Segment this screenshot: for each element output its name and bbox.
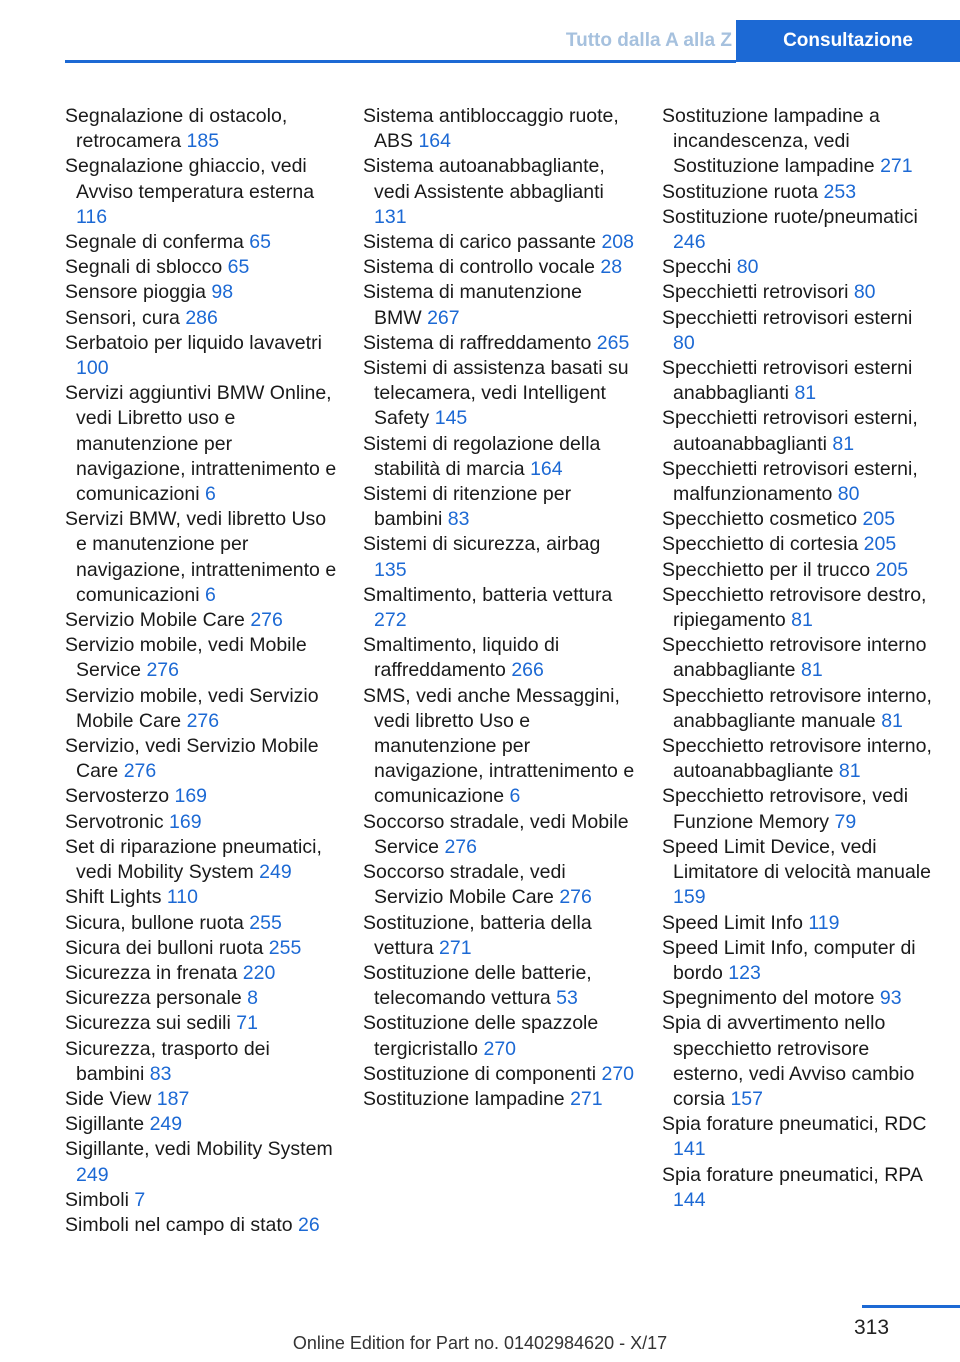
page-reference-link[interactable]: 205 [863,533,897,556]
page-reference-link[interactable]: 98 [211,281,234,304]
index-entry [65,784,337,809]
index-entry [662,684,938,734]
index-entry-text: Sostituzione ruota [662,180,819,203]
page-reference-link[interactable]: 81 [791,609,813,632]
index-entry-text: Sostituzione lampadine [363,1087,565,1110]
page-reference-link[interactable]: 220 [242,961,276,984]
page-reference-link[interactable]: 80 [853,281,876,304]
index-entry-text: Speed Limit Info [662,911,803,934]
index-entry [363,860,635,910]
index-entry [65,835,337,885]
index-entry [65,1011,337,1036]
index-entry-text: Servizi BMW, vedi libretto Uso e manutenzione per navigazione, intrattenimento e comunicazioni [65,508,337,606]
page-reference-link[interactable]: 119 [808,911,840,934]
index-entry-text: Specchietti retrovisori [662,281,849,304]
page-reference-link[interactable]: 265 [596,331,630,354]
index-entry [65,684,337,734]
page-reference-link[interactable]: 185 [186,130,220,153]
page-reference-link[interactable]: 53 [556,987,578,1010]
index-entry-text: Smaltimento, batteria vettura [363,583,613,606]
page-reference-link[interactable]: 276 [250,609,283,632]
index-entry-text: Specchietti retrovisori esterni, autoanabbaglianti [662,407,918,455]
page-reference-link[interactable]: 266 [511,659,544,682]
page-reference-link[interactable]: 159 [673,886,706,909]
page-reference-link[interactable]: 135 [374,558,407,581]
index-entry-text: Sensore pioggia [65,281,206,304]
index-entry-text: Sistemi di regolazione della stabilità di marcia [363,432,601,480]
index-entry-text: Segnalazione ghiaccio, vedi Avviso temperatura esterna [65,155,315,203]
index-column-1 [65,104,337,1238]
page-reference-link[interactable]: 255 [268,936,302,959]
index-entry [662,734,938,784]
index-entry-text: SMS, vedi anche Messaggini, vedi libretto Uso e manutenzione per navigazione, intrattenimento e comunicazione [363,684,635,808]
index-entry-text: Simboli nel campo di stato [65,1213,293,1236]
index-entry-text: Sistemi di sicurezza, airbag [363,533,601,556]
index-entry [65,255,337,280]
index-entry [363,280,635,330]
index-entry [65,331,337,381]
index-entry [662,936,938,986]
index-entry-text: Sensori, cura [65,306,180,329]
page-reference-link[interactable]: 26 [298,1213,320,1236]
page-reference-link[interactable]: 169 [169,810,202,833]
index-entry-text: Specchietto retrovisore, vedi Funzione Memory [662,785,909,833]
index-entry-text: Sistema di carico passante [363,231,597,254]
index-entry-text: Specchietto di cortesia [662,533,859,556]
page-reference-link[interactable]: 205 [862,508,896,531]
index-entry [65,986,337,1011]
index-entry [662,104,938,180]
page-reference-link[interactable]: 100 [76,357,109,380]
index-entry-text: Segnalazione di ostacolo, retrocamera [65,105,288,153]
index-entry-text: Sostituzione delle batterie, telecomando vettura [363,961,592,1010]
index-entry [662,306,938,356]
index-entry-text: Smaltimento, liquido di raffreddamento [363,634,560,682]
index-entry-text: Servizio mobile, vedi Servizio Mobile Care [65,684,319,732]
page-reference-link[interactable]: 267 [427,306,460,329]
page-reference-link[interactable]: 28 [600,256,623,279]
index-entry-text: Specchietto retrovisore interno, autoanabbagliante [662,735,932,783]
index-entry [662,558,938,583]
index-entry-text: Specchietto retrovisore interno anabbagliante [662,634,927,682]
index-entry-text: Set di riparazione pneumatici, vedi Mobility System [65,835,322,884]
page-reference-link[interactable]: 80 [736,256,759,279]
index-entry [662,911,938,936]
index-entry-text: Sostituzione, batteria della vettura [363,911,592,959]
index-entry-text: Sostituzione lampadine a incandescenza, vedi Sostituzione lampadine [662,105,880,178]
page-reference-link[interactable]: 110 [166,886,198,909]
index-entry [363,810,635,860]
index-entry [662,583,938,633]
page-reference-link[interactable]: 169 [174,785,208,808]
index-entry [363,1087,635,1112]
page-reference-link[interactable]: 93 [879,987,902,1010]
page-reference-link[interactable]: 187 [156,1087,190,1110]
index-entry-text: Sigillante, vedi Mobility System [65,1138,333,1161]
page-reference-link[interactable]: 276 [146,659,179,682]
page-reference-link[interactable]: 270 [483,1037,517,1060]
index-entry [363,532,635,582]
index-entry [662,255,938,280]
index-entry-text: Specchietti retrovisori esterni anabbaglianti [662,357,913,405]
edition-footer: Online Edition for Part no. 01402984620 - X/17 [292,1333,668,1353]
index-entry-text: Simboli [65,1188,129,1211]
index-entry [662,633,938,683]
index-entry [363,911,635,961]
page-reference-link[interactable]: 123 [728,961,761,984]
page-reference-link[interactable]: 81 [800,659,823,682]
page-reference-link[interactable]: 83 [447,508,470,531]
index-entry-text: Speed Limit Info, computer di bordo [662,936,916,984]
index-entry [65,1137,337,1187]
page-reference-link[interactable]: 270 [601,1062,635,1085]
page-reference-link[interactable]: 65 [249,231,271,254]
index-entry-text: Sigillante [65,1113,145,1136]
index-entry [65,810,337,835]
page-reference-link[interactable]: 6 [204,583,216,606]
index-entry-text: Sostituzione delle spazzole tergicristallo [363,1012,599,1060]
index-entry [662,205,938,255]
index-column-2 [363,104,635,1112]
index-entry [65,734,337,784]
index-entry [662,835,938,911]
chapter-tab[interactable]: Consultazione [736,20,960,62]
index-entry [662,784,938,834]
index-entry-text: Servizio mobile, vedi Mobile Service [65,634,307,682]
index-entry [662,1011,938,1112]
index-entry-text: Side View [65,1087,152,1110]
page-reference-link[interactable]: 272 [374,609,407,632]
index-entry-text: Serbatoio per liquido lavavetri [65,331,322,354]
page-reference-link[interactable]: 271 [570,1087,603,1110]
footer-rule [862,1305,960,1308]
index-entry [363,482,635,532]
index-entry-text: Sistema di raffreddamento [363,331,592,354]
index-entry [662,457,938,507]
index-entry [363,255,635,280]
index-entry-text: Sicurezza, trasporto dei bambini [65,1037,270,1085]
index-entry [65,936,337,961]
page-header [0,0,960,62]
index-entry-text: Shift Lights [65,886,162,909]
header-rule [65,60,736,63]
page-reference-link[interactable]: 71 [236,1012,258,1035]
index-entry [662,1163,938,1213]
page-reference-link[interactable]: 145 [434,407,468,430]
page-reference-link[interactable]: 81 [838,760,861,783]
page-reference-link[interactable]: 249 [259,861,292,884]
index-entry [363,356,635,432]
page-reference-link[interactable]: 80 [673,331,695,354]
page-reference-link[interactable]: 81 [794,382,817,405]
page-reference-link[interactable]: 141 [673,1138,706,1161]
index-entry [65,1112,337,1137]
index-entry [65,1213,337,1238]
page-reference-link[interactable]: 271 [439,936,472,959]
page-reference-link[interactable]: 276 [444,835,477,858]
index-entry [662,532,938,557]
index-entry [363,230,635,255]
index-entry-text: Soccorso stradale, vedi Mobile Service [363,810,629,858]
index-entry [662,986,938,1011]
page-reference-link[interactable]: 246 [673,231,706,254]
page-reference-link[interactable]: 81 [832,432,855,455]
index-entry [65,104,337,154]
index-entry-text: Sicurezza sui sedili [65,1012,231,1035]
index-entry-text: Specchietto retrovisore destro, ripiegamento [662,583,927,632]
index-entry [65,507,337,608]
index-entry [363,961,635,1011]
index-entry-text: Segnale di conferma [65,231,244,254]
index-entry-text: Sistema di manutenzione BMW [363,281,582,329]
page-reference-link[interactable]: 276 [186,709,220,732]
index-entry-text: Sistema di controllo vocale [363,256,595,279]
page-reference-link[interactable]: 83 [149,1062,172,1085]
index-entry-text: Sicura dei bulloni ruota [65,936,264,959]
page-reference-link[interactable]: 249 [149,1113,183,1136]
page-reference-link[interactable]: 6 [509,785,521,808]
page-reference-link[interactable]: 164 [418,130,451,153]
index-entry-text: Spia forature pneumatici, RDC [662,1113,927,1136]
index-entry [65,608,337,633]
index-entry-text: Sistemi di ritenzione per bambini [363,483,572,531]
index-entry [662,280,938,305]
page-reference-link[interactable]: 253 [823,180,857,203]
page-reference-link[interactable]: 144 [673,1188,706,1211]
index-entry-text: Specchietto cosmetico [662,508,858,531]
index-column-3 [662,104,938,1213]
page-reference-link[interactable]: 81 [881,709,903,732]
page-reference-link[interactable]: 6 [204,483,216,506]
index-entry [363,104,635,154]
page-reference-link[interactable]: 276 [123,760,157,783]
index-entry-text: Spia di avvertimento nello specchietto retrovisore esterno, vedi Avviso cambio corsia [662,1012,915,1110]
section-title: Tutto dalla A alla Z [565,30,732,51]
index-entry-text: Spia forature pneumatici, RPA [662,1163,922,1186]
index-entry [65,1037,337,1087]
index-entry [363,684,635,810]
page-reference-link[interactable]: 249 [76,1163,109,1186]
index-entry [65,1087,337,1112]
index-entry-text: Servotronic [65,810,164,833]
page-reference-link[interactable]: 276 [559,886,592,909]
index-entry [65,633,337,683]
page-reference-link[interactable]: 208 [601,231,634,254]
index-entry [363,633,635,683]
page-reference-link[interactable]: 164 [530,457,563,480]
index-entry-text: Sistema antibloccaggio ruote, ABS [363,105,619,153]
index-entry [65,885,337,910]
index-entry-text: Sicurezza personale [65,987,242,1010]
index-entry [363,331,635,356]
page-reference-link[interactable]: 205 [875,558,909,581]
index-entry-text: Speed Limit Device, vedi Limitatore di velocità manuale [662,835,931,884]
index-entry [363,1011,635,1061]
index-entry [662,356,938,406]
index-entry [65,381,337,507]
index-entry-text: Specchietto per il trucco [662,558,871,581]
index-entry [65,154,337,230]
page-number: 313 [854,1316,890,1339]
index-entry [65,911,337,936]
index-entry-text: Specchietto retrovisore interno, anabbagliante manuale [662,684,932,732]
index-entry [662,507,938,532]
index-entry-text: Specchietti retrovisori esterni, malfunzionamento [662,457,918,506]
index-entry-text: Specchietti retrovisori esterni [662,306,913,329]
index-entry-text: Sicura, bullone ruota [65,911,244,934]
index-entry [65,306,337,331]
page-reference-link[interactable]: 255 [249,911,282,934]
page-reference-link[interactable]: 7 [134,1188,146,1211]
index-entry-text: Segnali di sblocco [65,256,223,279]
index-entry-text: Sostituzione ruote/pneumatici [662,205,918,228]
page-reference-link[interactable]: 286 [185,306,218,329]
index-entry [363,154,635,230]
index-entry-text: Spegnimento del motore [662,987,875,1010]
page-reference-link[interactable]: 116 [76,205,108,228]
index-entry-text: Sostituzione di componenti [363,1062,597,1085]
page-reference-link[interactable]: 131 [374,205,407,228]
index-entry [363,432,635,482]
index-entry-text: Specchi [662,256,732,279]
page-reference-link[interactable]: 65 [227,256,250,279]
index-entry-text: Servizi aggiuntivi BMW Online, vedi Libretto uso e manutenzione per navigazione, intrattenimento e comunicazioni [65,382,337,506]
index-entry-text: Servosterzo [65,785,170,808]
page-reference-link[interactable]: 157 [730,1087,763,1110]
page-reference-link[interactable]: 80 [837,483,860,506]
index-entry [662,406,938,456]
index-entry [662,180,938,205]
index-entry [363,1062,635,1087]
index-entry-text: Sicurezza in frenata [65,961,238,984]
index-entry [65,961,337,986]
page-reference-link[interactable]: 271 [880,155,913,178]
index-entry [363,583,635,633]
index-entry-text: Servizio Mobile Care [65,609,245,632]
index-entry [65,1188,337,1213]
index-entry-text: Servizio, vedi Servizio Mobile Care [65,735,319,783]
index-entry [65,230,337,255]
page-reference-link[interactable]: 8 [247,987,258,1010]
index-entry [662,1112,938,1162]
index-entry [65,280,337,305]
index-entry-text: Soccorso stradale, vedi Servizio Mobile Care [363,861,566,909]
page-reference-link[interactable]: 79 [834,810,857,833]
index-entry-text: Sistema autoanabbagliante, vedi Assistente abbaglianti [363,155,605,203]
index-entry-text: Sistemi di assistenza basati su telecamera, vedi Intelligent Safety [363,357,629,430]
